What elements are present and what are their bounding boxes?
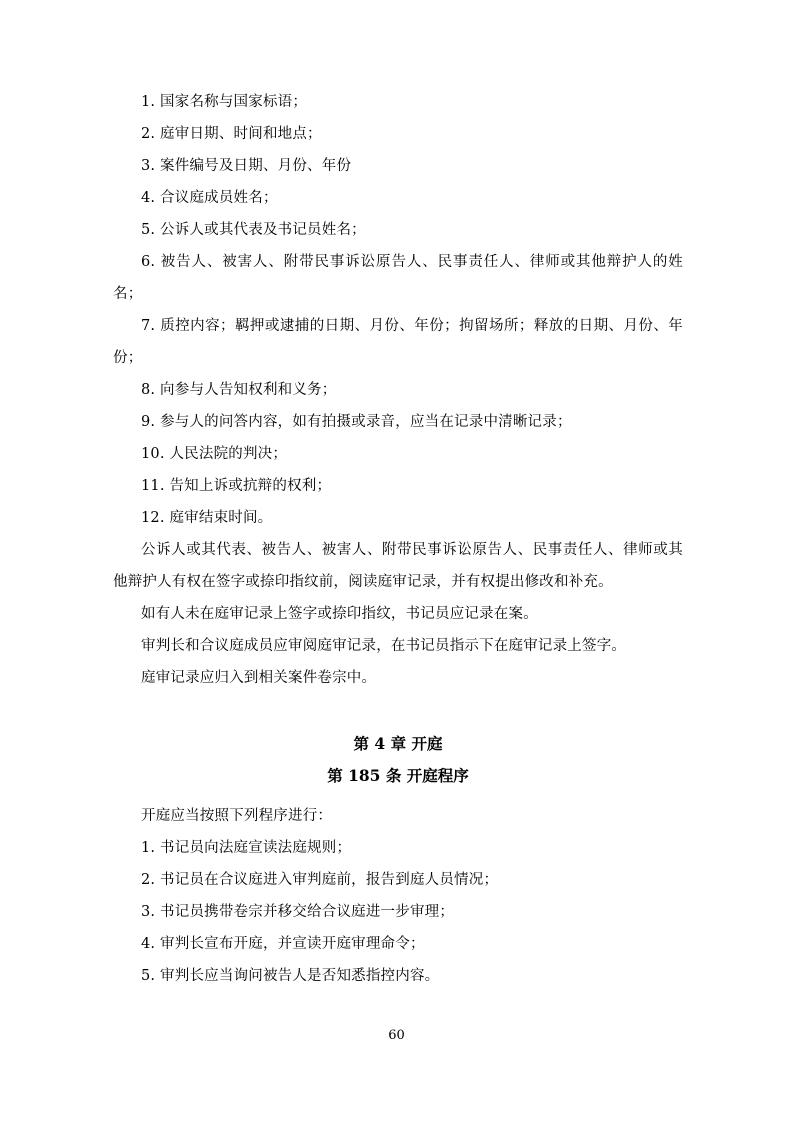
- paragraph: 审判长和合议庭成员应审阅庭审记录，在书记员指示下在庭审记录上签字。: [141, 638, 627, 654]
- list-item: 1. 书记员向法庭宣读法庭规则；: [141, 840, 352, 856]
- list-item: 1. 国家名称与国家标语；: [141, 94, 308, 110]
- document-body: [113, 86, 683, 992]
- section-title: 第 185 条 开庭程序: [327, 766, 469, 785]
- list-item: 9. 参与人的问答内容，如有拍摄或录音，应当在记录中清晰记录；: [141, 414, 572, 430]
- list-item: 5. 公诉人或其代表及书记员姓名；: [141, 222, 366, 238]
- paragraph: 公诉人或其代表、被告人、被害人、附带民事诉讼原告人、民事责任人、律师或其他辩护人有权在签字或捺印指纹前，阅读庭审记录，并有权提出修改和补充。: [113, 542, 683, 590]
- list-item: 11. 告知上诉或抗辩的权利；: [141, 478, 332, 494]
- list-item: 12. 庭审结束时间。: [141, 510, 273, 526]
- spacer: [113, 694, 683, 728]
- list-item: 4. 审判长宣布开庭，并宣读开庭审理命令；: [141, 936, 425, 952]
- page-number: 60: [388, 1028, 405, 1043]
- list-item: 6. 被告人、被害人、附带民事诉讼原告人、民事责任人、律师或其他辩护人的姓名；: [113, 254, 683, 302]
- list-item: 2. 书记员在合议庭进入审判庭前，报告到庭人员情况；: [141, 872, 499, 888]
- paragraph: 开庭应当按照下列程序进行：: [141, 808, 333, 824]
- list-item: 10. 人民法院的判决；: [141, 446, 288, 462]
- list-item: 8. 向参与人告知权利和义务；: [141, 382, 337, 398]
- paragraph: 如有人未在庭审记录上签字或捺印指纹，书记员应记录在案。: [141, 606, 538, 622]
- list-item: 7. 质控内容；羁押或逮捕的日期、月份、年份；拘留场所；释放的日期、月份、年份；: [113, 318, 683, 366]
- list-item: 2. 庭审日期、时间和地点；: [141, 126, 322, 142]
- list-item: 5. 审判长应当询问被告人是否知悉指控内容。: [141, 968, 440, 984]
- list-item: 3. 案件编号及日期、月份、年份: [141, 158, 352, 174]
- paragraph: 庭审记录应归入到相关案件卷宗中。: [141, 670, 377, 686]
- list-item: 4. 合议庭成员姓名；: [141, 190, 278, 206]
- list-item: 3. 书记员携带卷宗并移交给合议庭进一步审理；: [141, 904, 455, 920]
- chapter-title: 第 4 章 开庭: [353, 734, 443, 753]
- spacer: [113, 792, 683, 800]
